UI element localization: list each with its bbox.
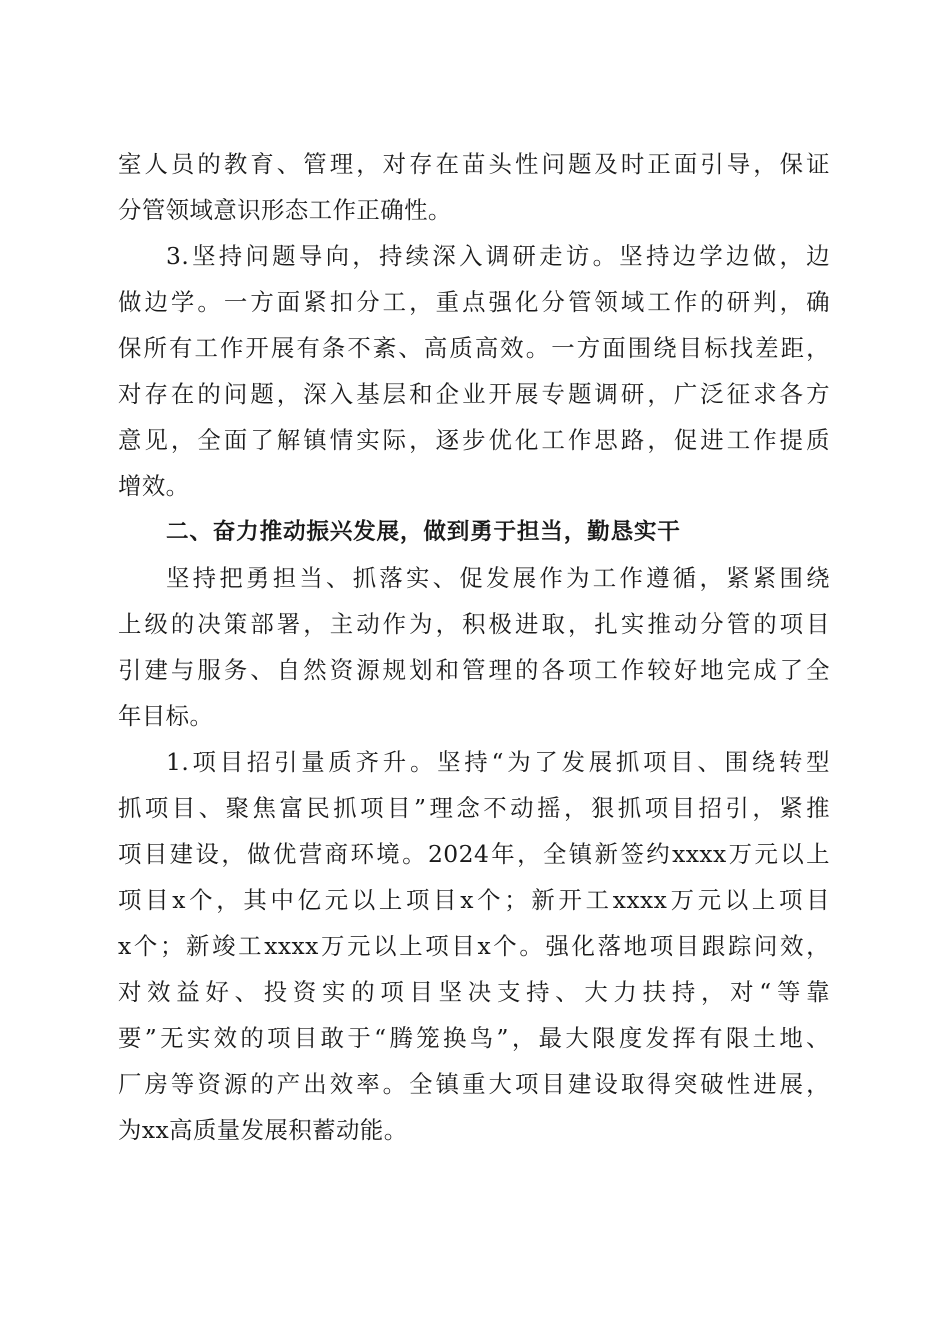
text-line: 做边学。一方面紧扣分工，重点强化分管领域工作的研判，确 bbox=[118, 288, 830, 316]
text-line: 分管领域意识形态工作正确性。 bbox=[118, 196, 452, 224]
text-line: 年目标。 bbox=[118, 702, 214, 730]
text-line: 1.项目招引量质齐升。坚持“为了发展抓项目、围绕转型 bbox=[166, 748, 830, 776]
text-line: 抓项目、聚焦富民抓项目”理念不动摇，狠抓项目招引，紧推 bbox=[118, 794, 830, 822]
document-body bbox=[118, 141, 830, 1153]
text-line: 项目建设，做优营商环境。2024年，全镇新签约xxxx万元以上 bbox=[118, 840, 830, 868]
text-line: 对存在的问题，深入基层和企业开展专题调研，广泛征求各方 bbox=[118, 380, 830, 408]
text-line: 为xx高质量发展积蓄动能。 bbox=[118, 1116, 408, 1144]
section-heading: 二、奋力推动振兴发展，做到勇于担当，勤恳实干 bbox=[166, 519, 681, 545]
text-line: 要”无实效的项目敢于“腾笼换鸟”，最大限度发挥有限土地、 bbox=[118, 1024, 830, 1052]
text-line: 对效益好、投资实的项目坚决支持、大力扶持，对“等靠 bbox=[118, 978, 830, 1006]
text-line: x个；新竣工xxxx万元以上项目x个。强化落地项目跟踪问效， bbox=[118, 932, 830, 960]
text-line: 3.坚持问题导向，持续深入调研走访。坚持边学边做，边 bbox=[166, 242, 830, 270]
text-line: 增效。 bbox=[118, 472, 190, 500]
text-line: 上级的决策部署，主动作为，积极进取，扎实推动分管的项目 bbox=[118, 610, 830, 638]
text-line: 引建与服务、自然资源规划和管理的各项工作较好地完成了全 bbox=[118, 656, 830, 684]
text-line: 厂房等资源的产出效率。全镇重大项目建设取得突破性进展， bbox=[118, 1070, 830, 1098]
text-line: 坚持把勇担当、抓落实、促发展作为工作遵循，紧紧围绕 bbox=[166, 564, 830, 592]
text-line: 意见，全面了解镇情实际，逐步优化工作思路，促进工作提质 bbox=[118, 426, 830, 454]
text-line: 项目x个，其中亿元以上项目x个；新开工xxxx万元以上项目 bbox=[118, 886, 830, 914]
text-line: 室人员的教育、管理，对存在苗头性问题及时正面引导，保证 bbox=[118, 150, 830, 178]
text-line: 保所有工作开展有条不紊、高质高效。一方面围绕目标找差距， bbox=[118, 334, 830, 362]
